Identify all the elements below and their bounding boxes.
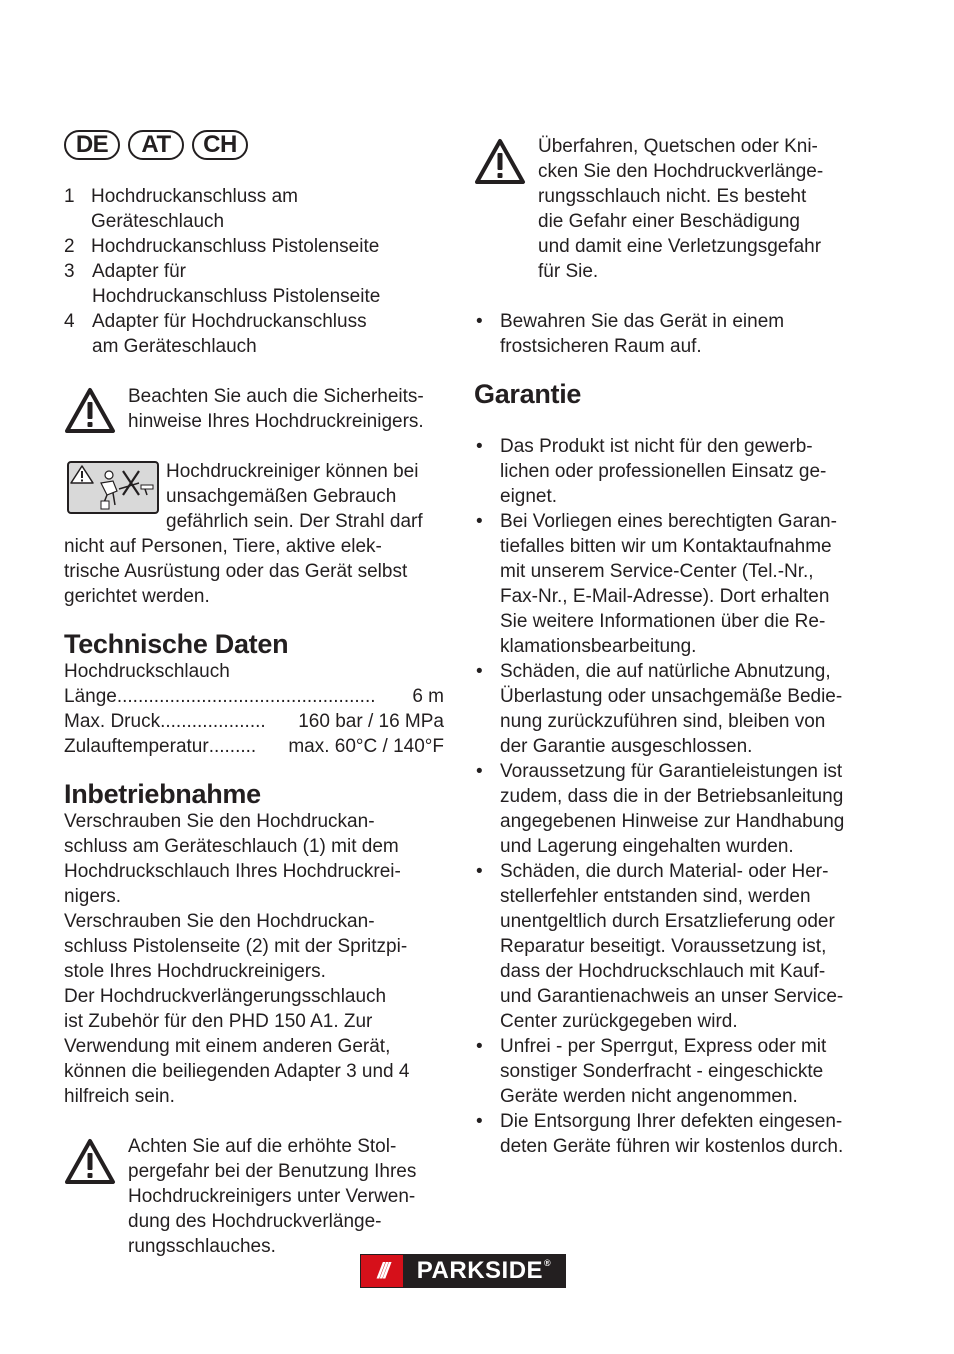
warning-text-line: dung des Hochdruckverlänge-	[128, 1211, 382, 1232]
list-item-line: lichen oder professionellen Einsatz ge-	[500, 461, 827, 482]
body-text-line: schluss am Geräteschlauch (1) mit dem	[64, 836, 399, 857]
parts-number: 2	[64, 236, 75, 257]
body-text-line: Verschrauben Sie den Hochdruckan-	[64, 911, 375, 932]
parts-number: 4	[64, 311, 75, 332]
country-badge-at: AT	[128, 130, 184, 160]
list-item-line: Geräte werden nicht angenommen.	[500, 1086, 798, 1107]
list-item-line: Die Entsorgung Ihrer defekten eingesen-	[500, 1111, 843, 1132]
spec-row-temperature	[64, 734, 444, 759]
body-text-line: Verschrauben Sie den Hochdruckan-	[64, 811, 375, 832]
list-item-line: frostsicheren Raum auf.	[500, 336, 702, 357]
parts-list-item	[64, 309, 454, 359]
warning-text-line: pergefahr bei der Benutzung Ihres	[128, 1161, 417, 1182]
body-text-line: nigers.	[64, 886, 122, 907]
spec-label: Länge	[64, 686, 117, 707]
body-text-line: Hochdruckschlauch Ihres Hochdruckrei-	[64, 861, 401, 882]
list-item	[474, 1109, 864, 1159]
body-text-line: stole Ihres Hochdruckreinigers.	[64, 961, 326, 982]
warning-text-line: Achten Sie auf die erhöhte Stol-	[128, 1136, 397, 1157]
section-heading-technische-daten: Technische Daten	[64, 629, 289, 659]
list-item-line: Unfrei - per Sperrgut, Express oder mit	[500, 1036, 827, 1057]
parts-text-line: Adapter für	[92, 261, 186, 282]
parts-list-item	[64, 234, 454, 259]
list-item-line: Center zurückgegeben wird.	[500, 1011, 738, 1032]
bullet-mark: •	[476, 661, 483, 682]
list-item	[474, 1034, 864, 1109]
warning-triangle-icon	[64, 386, 116, 434]
warning-text-line: nicht auf Personen, Tiere, aktive elek-	[64, 536, 382, 557]
bullet-mark: •	[476, 1111, 483, 1132]
list-item-line: nung zurückzuführen sind, bleiben von	[500, 711, 826, 732]
list-item	[474, 309, 864, 359]
list-item-line: Sie weitere Informationen über die Re-	[500, 611, 826, 632]
list-item-line: der Garantie ausgeschlossen.	[500, 736, 753, 757]
list-item-line: sonstiger Sonderfracht - eingeschickte	[500, 1061, 824, 1082]
list-item-line: Voraussetzung für Garantieleistungen ist	[500, 761, 843, 782]
parts-list	[64, 184, 454, 359]
spec-label: Max. Druck	[64, 711, 161, 732]
list-item-line: Reparatur beseitigt. Voraussetzung ist,	[500, 936, 827, 957]
warning-text-line: und damit eine Verletzungsgefahr	[538, 236, 822, 257]
warning-spray-note-continued	[64, 534, 459, 609]
body-text-line: Verwendung mit einem anderen Gerät,	[64, 1036, 391, 1057]
list-item	[474, 859, 864, 1034]
parts-text-line: Adapter für Hochdruckanschluss	[92, 311, 367, 332]
warning-text-line: Beachten Sie auch die Sicherheits-	[128, 386, 424, 407]
warning-triangle-icon	[64, 1137, 116, 1185]
list-item-line: Überlastung oder unsachgemäße Bedie-	[500, 686, 843, 707]
warning-text-line: Hochdruckreinigers unter Verwen-	[128, 1186, 416, 1207]
logo-text: PARKSIDE	[416, 1257, 544, 1284]
list-item	[474, 509, 864, 659]
list-item-line: eignet.	[500, 486, 558, 507]
warning-text-line: rungsschlauches.	[128, 1236, 276, 1257]
list-item	[474, 659, 864, 759]
warning-text-line: trische Ausrüstung oder das Gerät selbst	[64, 561, 408, 582]
spec-value: max. 60°C / 140°F	[288, 736, 444, 757]
logo-stripes: ///	[361, 1255, 403, 1287]
bullet-mark: •	[476, 861, 483, 882]
section-heading-garantie: Garantie	[474, 379, 582, 409]
warning-text-line: die Gefahr einer Beschädigung	[538, 211, 800, 232]
country-badge-de: DE	[64, 130, 120, 160]
warning-text-line: gefährlich sein. Der Strahl darf	[166, 511, 423, 532]
list-item	[474, 759, 864, 859]
list-item-line: tiefalles bitten wir um Kontaktaufnahme	[500, 536, 832, 557]
inbetriebnahme-body	[64, 809, 459, 1109]
spec-leader-dots: .........	[208, 736, 257, 757]
parkside-logo	[360, 1254, 566, 1288]
no-spray-at-people-icon	[67, 461, 159, 514]
list-item-line: dass der Hochdruckschlauch mit Kauf-	[500, 961, 826, 982]
bullet-mark: •	[476, 311, 483, 332]
list-item	[474, 434, 864, 509]
spec-label: Zulauftemperatur	[64, 736, 209, 757]
parts-list-item	[64, 184, 454, 234]
country-badges	[64, 130, 248, 160]
warning-hose-damage-note	[538, 134, 868, 284]
warning-text-line: unsachgemäßen Gebrauch	[166, 486, 397, 507]
warning-spray-note	[166, 459, 456, 534]
section-heading-inbetriebnahme: Inbetriebnahme	[64, 779, 261, 809]
list-item-line: Schäden, die auf natürliche Abnutzung,	[500, 661, 831, 682]
parts-text-line: Geräteschlauch	[91, 211, 225, 232]
parts-list-item	[64, 259, 454, 309]
warning-text-line: cken Sie den Hochdruckverlänge-	[538, 161, 824, 182]
bullet-mark: •	[476, 1036, 483, 1057]
list-item-line: Das Produkt ist nicht für den gewerb-	[500, 436, 813, 457]
garantie-list	[474, 434, 864, 1159]
tech-subtitle: Hochdruckschlauch	[64, 661, 230, 682]
list-item-line: und Garantienachweis an unser Service-	[500, 986, 844, 1007]
storage-list	[474, 309, 864, 359]
warning-text-line: Hochdruckreiniger können bei	[166, 461, 419, 482]
spec-leader-dots: .................................................	[116, 686, 376, 707]
parts-text-line: Hochdruckanschluss Pistolenseite	[91, 236, 380, 257]
body-text-line: ist Zubehör für den PHD 150 A1. Zur	[64, 1011, 373, 1032]
warning-text-line: Überfahren, Quetschen oder Kni-	[538, 136, 818, 157]
list-item-line: klamationsbearbeitung.	[500, 636, 697, 657]
list-item-line: Fax-Nr., E-Mail-Adresse). Dort erhalten	[500, 586, 830, 607]
list-item-line: deten Geräte führen wir kostenlos durch.	[500, 1136, 844, 1157]
spec-value: 160 bar / 16 MPa	[298, 711, 444, 732]
warning-text-line: gerichtet werden.	[64, 586, 210, 607]
parts-text-line: am Geräteschlauch	[92, 336, 257, 357]
parts-number: 1	[64, 186, 75, 207]
list-item-line: Bewahren Sie das Gerät in einem	[500, 311, 785, 332]
warning-text-line: für Sie.	[538, 261, 599, 282]
registered-mark: ®	[544, 1258, 552, 1268]
parts-number: 3	[64, 261, 75, 282]
warning-text-line: rungsschlauch nicht. Es besteht	[538, 186, 807, 207]
list-item-line: Schäden, die durch Material- oder Her-	[500, 861, 829, 882]
body-text-line: schluss Pistolenseite (2) mit der Spritzpi-	[64, 936, 408, 957]
spec-leader-dots: ....................	[160, 711, 266, 732]
body-text-line: können die beiliegenden Adapter 3 und 4	[64, 1061, 410, 1082]
spec-row-pressure	[64, 709, 444, 734]
list-item-line: und Lagerung eingehalten wurden.	[500, 836, 794, 857]
warning-text-line: hinweise Ihres Hochdruckreinigers.	[128, 411, 424, 432]
spec-row-length	[64, 684, 444, 709]
warning-trip-hazard-note	[128, 1134, 458, 1259]
tech-specs	[64, 659, 444, 759]
bullet-mark: •	[476, 436, 483, 457]
spec-value: 6 m	[412, 686, 444, 707]
bullet-mark: •	[476, 761, 483, 782]
parts-text-line: Hochdruckanschluss Pistolenseite	[92, 286, 381, 307]
list-item-line: zudem, dass die in der Betriebsanleitung	[500, 786, 844, 807]
warning-triangle-icon	[474, 137, 526, 185]
list-item-line: Bei Vorliegen eines berechtigten Garan-	[500, 511, 837, 532]
list-item-line: stellerfehler entstanden sind, werden	[500, 886, 811, 907]
list-item-line: angegebenen Hinweise zur Handhabung	[500, 811, 845, 832]
country-badge-ch: CH	[192, 130, 248, 160]
body-text-line: Der Hochdruckverlängerungsschlauch	[64, 986, 387, 1007]
bullet-mark: •	[476, 511, 483, 532]
parts-text-line: Hochdruckanschluss am	[91, 186, 298, 207]
list-item-line: unentgeltlich durch Ersatzlieferung oder	[500, 911, 835, 932]
list-item-line: mit unserem Service-Center (Tel.-Nr.,	[500, 561, 814, 582]
warning-safety-note	[128, 384, 458, 434]
logo-wordmark	[403, 1255, 565, 1287]
body-text-line: hilfreich sein.	[64, 1086, 175, 1107]
